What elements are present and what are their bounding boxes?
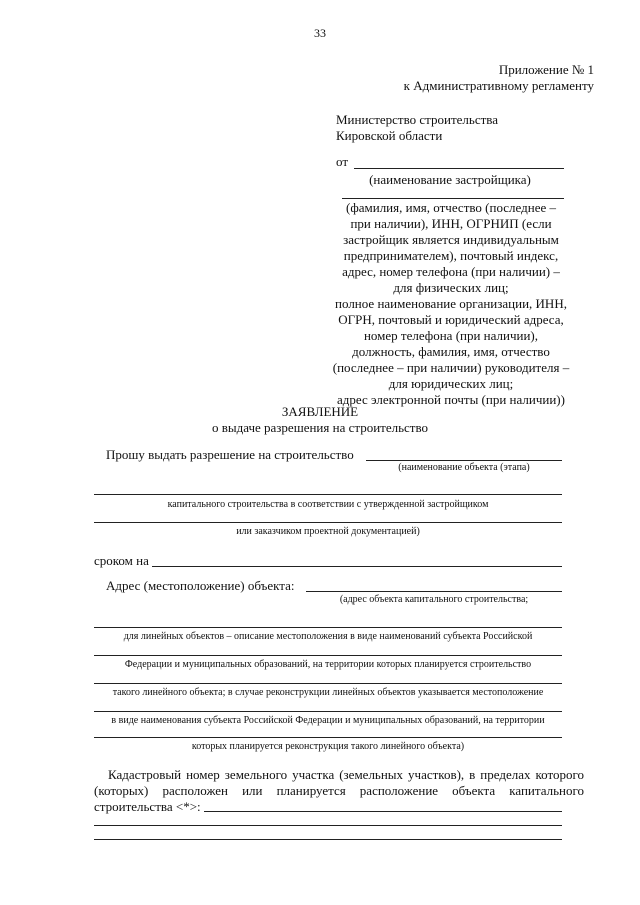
address-field-3[interactable] (94, 655, 562, 656)
cadastral-line2: (которых) расположен или планируется расположение объекта капитального (94, 783, 584, 798)
address-caption-2: для линейных объектов – описание местоположения в виде наименований субъекта Российской (123, 631, 533, 642)
details-line: ОГРН, почтовый и юридический адреса, (338, 312, 564, 327)
address-caption-3: Федерации и муниципальных образований, на территории которых планируется строительство (124, 659, 532, 670)
details-line: при наличии), ИНН, ОГРНИП (если (350, 216, 552, 231)
details-line: адрес электронной почты (при наличии)) (337, 392, 565, 407)
details-line: номер телефона (при наличии), (363, 328, 539, 343)
document-subtitle: о выдаче разрешения на строительство (211, 420, 429, 435)
request-text: Прошу выдать разрешение на строительство (106, 447, 354, 462)
address-caption-6: которых планируется реконструкция такого линейного объекта) (191, 741, 465, 752)
ministry-line1: Министерство строительства (336, 112, 499, 127)
cadastral-field-2[interactable] (94, 825, 562, 826)
details-line: полное наименование организации, ИНН, (335, 296, 567, 311)
from-underline (354, 168, 564, 169)
details-line: (фамилия, имя, отчество (последнее – (345, 200, 556, 215)
developer-details-underline (342, 198, 564, 199)
address-field[interactable] (306, 591, 562, 592)
cadastral-field[interactable] (204, 811, 562, 812)
address-label: Адрес (местоположение) объекта: (106, 578, 295, 593)
address-caption: (адрес объекта капитального строительства; (339, 594, 529, 605)
details-line: для юридических лиц; (388, 376, 514, 391)
address-field-6[interactable] (94, 737, 562, 738)
term-field[interactable] (152, 566, 562, 567)
object-name-caption: (наименование объекта (этапа) (398, 462, 530, 473)
object-name-field[interactable] (366, 460, 562, 461)
object-name-caption-3: или заказчиком проектной документацией) (236, 526, 420, 537)
appendix-label: Приложение № 1 (498, 62, 594, 77)
cadastral-line3: строительства <*>: (94, 799, 201, 814)
details-line: предпринимателем), почтовый индекс, (343, 248, 559, 263)
object-name-field-2[interactable] (94, 494, 562, 495)
details-line: для физических лиц; (393, 280, 509, 295)
details-line: (последнее – при наличии) руководителя – (332, 360, 570, 375)
details-line: адрес, номер телефона (при наличии) – (342, 264, 560, 279)
address-field-5[interactable] (94, 711, 562, 712)
cadastral-field-3[interactable] (94, 839, 562, 840)
document-title: ЗАЯВЛЕНИЕ (281, 404, 359, 419)
developer-caption: (наименование застройщика) (369, 172, 531, 187)
page-number: 33 (314, 26, 326, 40)
details-line: застройщик является индивидуальным (343, 232, 559, 247)
address-field-2[interactable] (94, 627, 562, 628)
address-field-4[interactable] (94, 683, 562, 684)
object-name-caption-2: капитального строительства в соответствии с утвержденной застройщиком (167, 499, 489, 510)
ministry-line2: Кировской области (336, 128, 443, 143)
cadastral-line1: Кадастровый номер земельного участка (земельных участков), в пределах которого (108, 767, 584, 782)
address-caption-5: в виде наименования субъекта Российской Федерации и муниципальных образований, на территории (111, 715, 545, 726)
regulation-label: к Административному регламенту (403, 78, 594, 93)
details-line: должность, фамилия, имя, отчество (352, 344, 550, 359)
object-name-field-3[interactable] (94, 522, 562, 523)
term-label: сроком на (94, 553, 149, 568)
from-label: от (336, 154, 349, 169)
address-caption-4: такого линейного объекта; в случае реконструкции линейных объектов указывается местоположение (112, 687, 544, 698)
